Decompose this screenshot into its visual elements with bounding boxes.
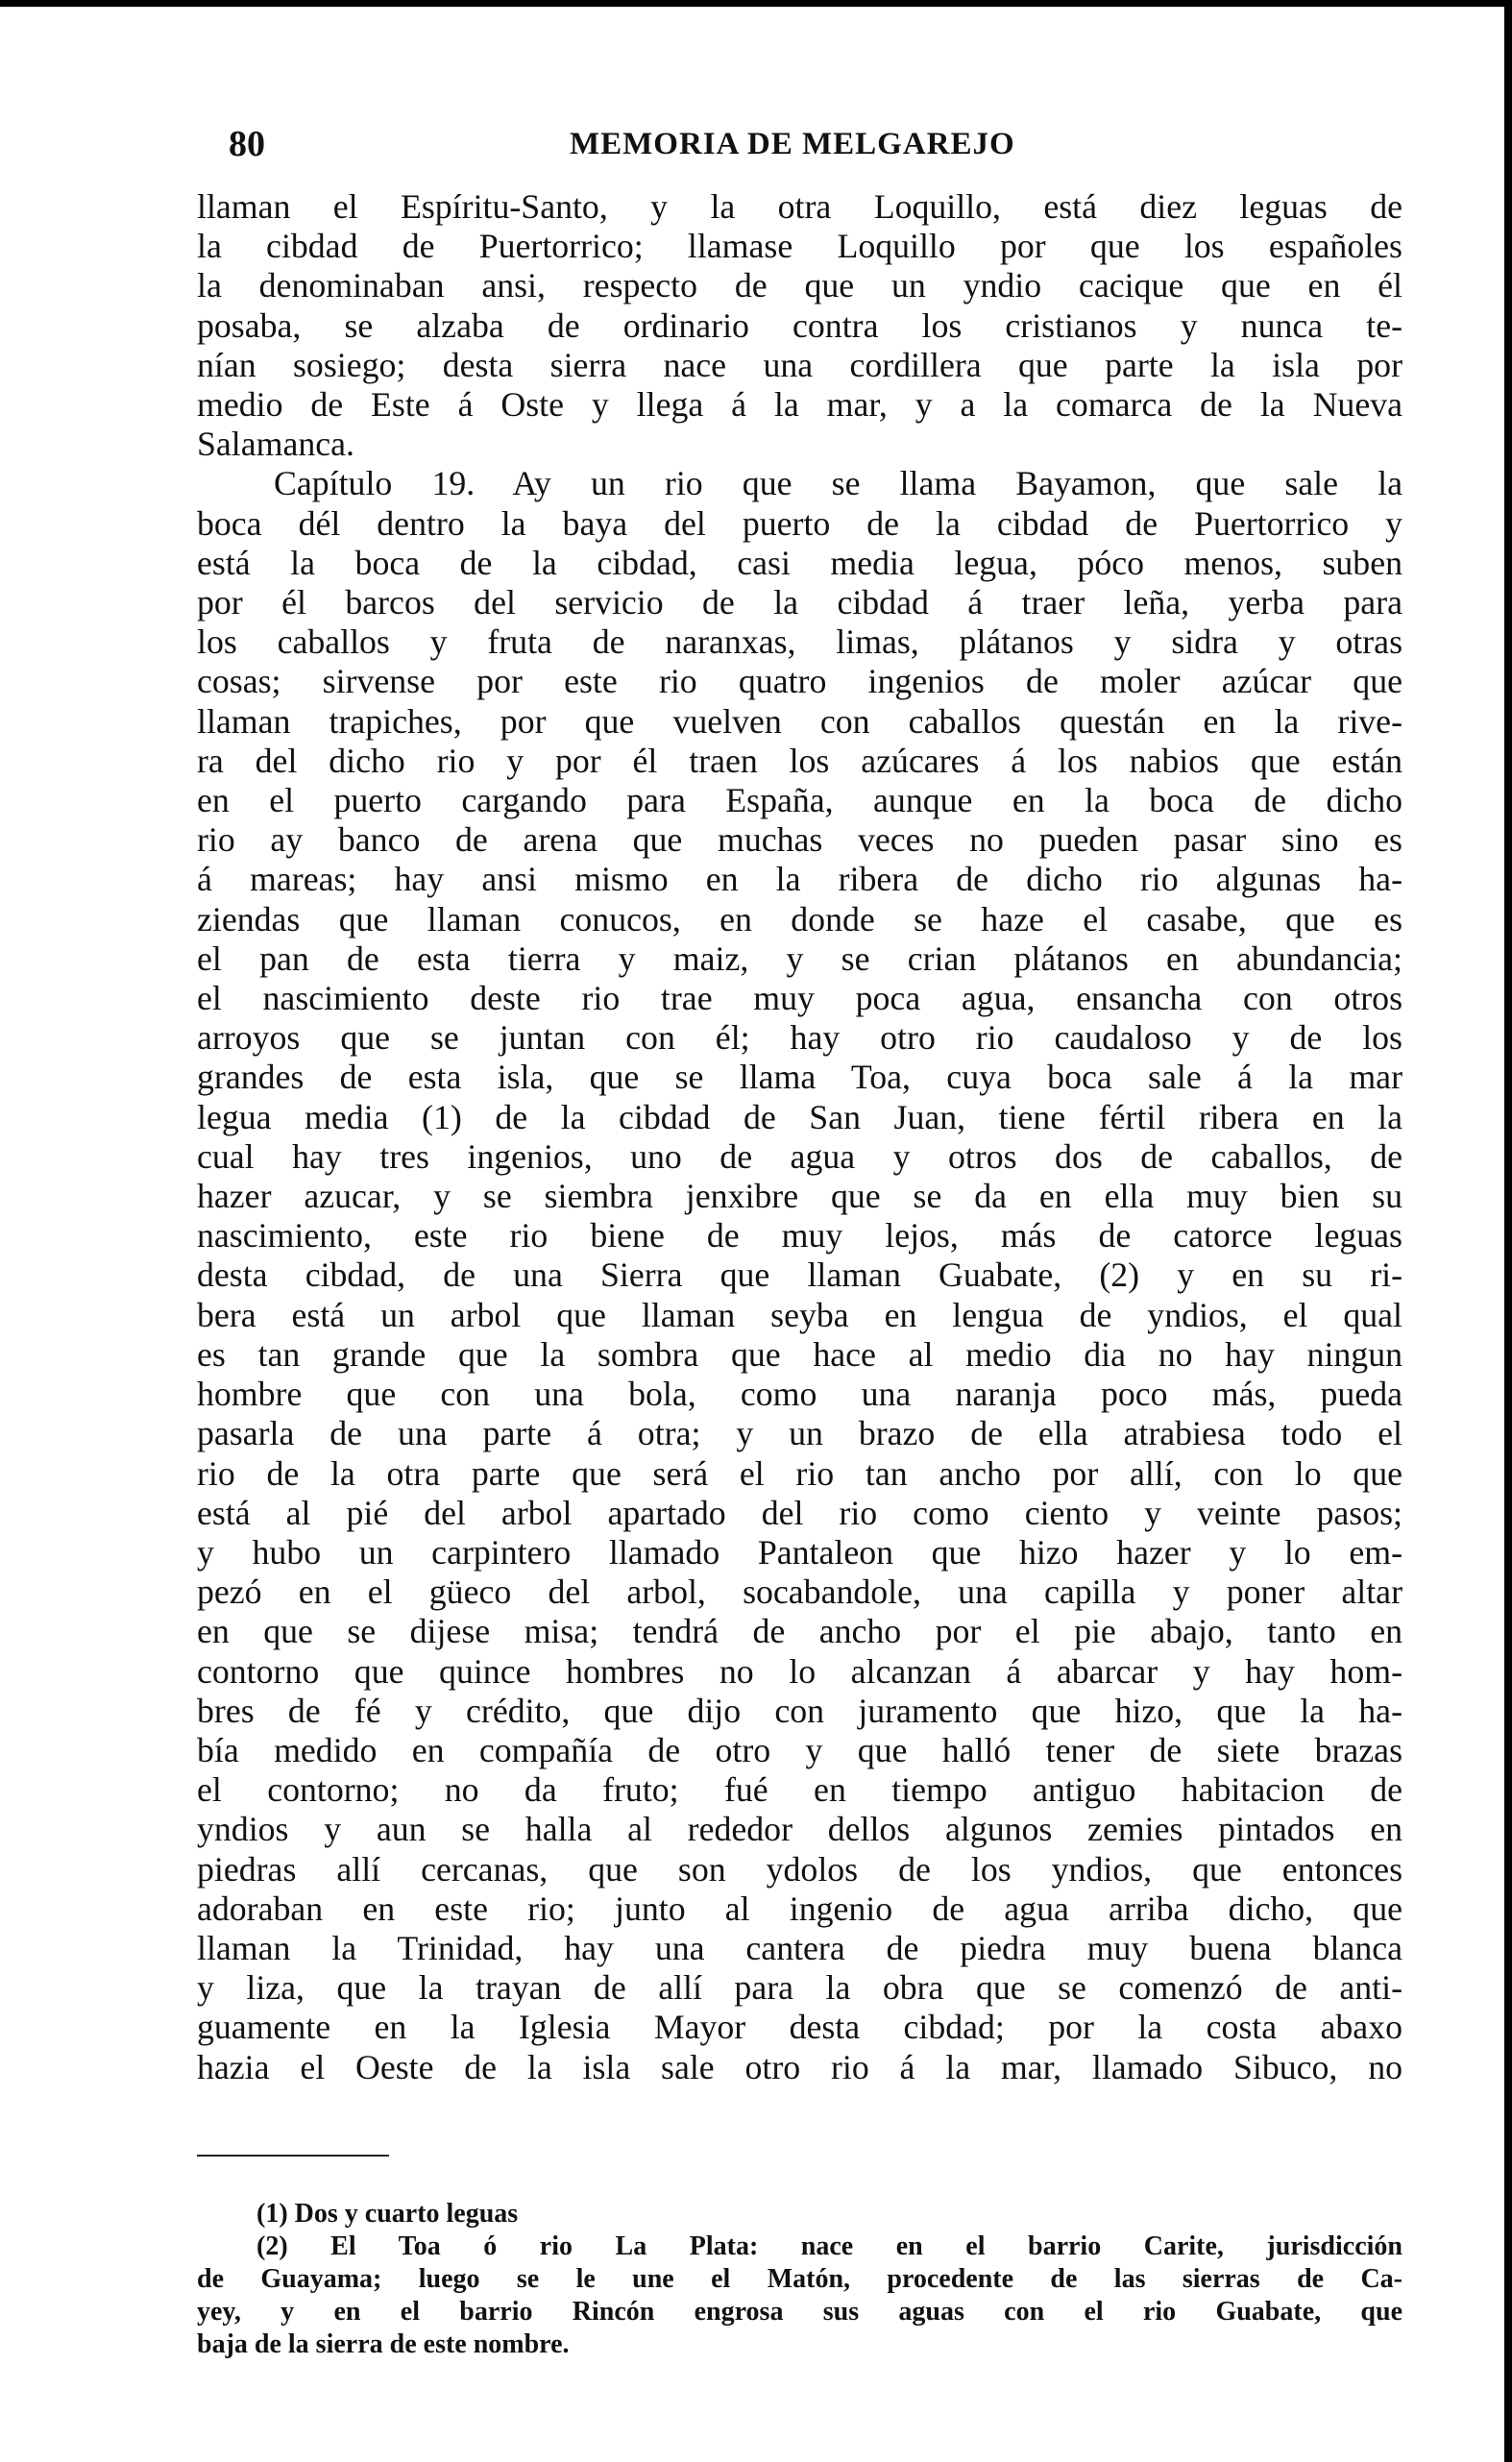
footnote-divider bbox=[197, 2155, 389, 2157]
text-line: guamente en la Iglesia Mayor desta cibdad; por la costa abaxo bbox=[197, 2008, 1402, 2047]
footnote-line: yey, y en el barrio Rincón engrosa sus aguas con el rio Guabate, que bbox=[197, 2297, 1402, 2327]
text-line: legua media (1) de la cibdad de San Juan, tiene fértil ribera en la bbox=[197, 1097, 1402, 1136]
page-header bbox=[229, 123, 1381, 181]
footnote-1: (1) Dos y cuarto leguas bbox=[256, 2199, 519, 2229]
text-line: posaba, se alzaba de ordinario contra los cristianos y nunca te- bbox=[197, 305, 1402, 345]
text-line: en el puerto cargando para España, aunque en la boca de dicho bbox=[197, 781, 1402, 820]
text-line: bía medido en compañía de otro y que halló tener de siete brazas bbox=[197, 1730, 1402, 1769]
text-line: pezó en el güeco del arbol, socabandole, una capilla y poner altar bbox=[197, 1572, 1402, 1612]
text-line: hazia el Oeste de la isla sale otro rio á la mar, llamado Sibuco, no bbox=[197, 2047, 1402, 2086]
text-line: adoraban en este rio; junto al ingenio de agua arriba dicho, que bbox=[197, 1889, 1402, 1928]
text-line: hombre que con una bola, como una naranja poco más, pueda bbox=[197, 1375, 1402, 1414]
footnotes bbox=[197, 2198, 1402, 2361]
text-line: Salamanca. bbox=[197, 425, 354, 464]
chapter-heading-line: Capítulo 19. Ay un rio que se llama Bayamon, que sale la bbox=[274, 464, 1402, 503]
text-line: los caballos y fruta de naranxas, limas, plátanos y sidra y otras bbox=[197, 622, 1402, 662]
body-text bbox=[197, 187, 1402, 2087]
text-line: está la boca de la cibdad, casi media legua, póco menos, suben bbox=[197, 543, 1402, 582]
text-line: contorno que quince hombres no lo alcanzan á abarcar y hay hom- bbox=[197, 1651, 1402, 1691]
text-line: nían sosiego; desta sierra nace una cordillera que parte la isla por bbox=[197, 345, 1402, 384]
text-line: y hubo un carpintero llamado Pantaleon que hizo hazer y lo em- bbox=[197, 1532, 1402, 1572]
running-head: MEMORIA DE MELGAREJO bbox=[570, 127, 1015, 161]
text-line: el contorno; no da fruto; fué en tiempo antiguo habitacion de bbox=[197, 1770, 1402, 1810]
text-line: llaman trapiches, por que vuelven con caballos questán en la rive- bbox=[197, 701, 1402, 741]
text-line: está al pié del arbol apartado del rio como ciento y veinte pasos; bbox=[197, 1493, 1402, 1532]
text-line: el nascimiento deste rio trae muy poca agua, ensancha con otros bbox=[197, 979, 1402, 1018]
text-line: es tan grande que la sombra que hace al medio dia no hay ningun bbox=[197, 1334, 1402, 1374]
footnote-line: de Guayama; luego se le une el Matón, procedente de las sierras de Ca- bbox=[197, 2264, 1402, 2294]
text-line: grandes de esta isla, que se llama Toa, cuya boca sale á la mar bbox=[197, 1058, 1402, 1097]
text-line: en que se dijese misa; tendrá de ancho por el pie abajo, tanto en bbox=[197, 1612, 1402, 1651]
text-line: la denominaban ansi, respecto de que un yndio cacique que en él bbox=[197, 266, 1402, 305]
text-line: pasarla de una parte á otra; y un brazo de ella atrabiesa todo el bbox=[197, 1414, 1402, 1453]
text-line: y liza, que la trayan de allí para la obra que se comenzó de anti- bbox=[197, 1968, 1402, 2008]
text-line: bres de fé y crédito, que dijo con juramento que hizo, que la ha- bbox=[197, 1691, 1402, 1730]
text-line: bera está un arbol que llaman seyba en lengua de yndios, el qual bbox=[197, 1295, 1402, 1334]
text-line: ra del dicho rio y por él traen los azúcares á los nabios que están bbox=[197, 741, 1402, 780]
text-line: rio de la otra parte que será el rio tan ancho por allí, con lo que bbox=[197, 1453, 1402, 1493]
text-line: yndios y aun se halla al rededor dellos algunos zemies pintados en bbox=[197, 1810, 1402, 1849]
text-line: llaman el Espíritu-Santo, y la otra Loquillo, está diez leguas de bbox=[197, 187, 1402, 226]
text-line: hazer azucar, y se siembra jenxibre que se da en ella muy bien su bbox=[197, 1177, 1402, 1216]
page-number: 80 bbox=[229, 124, 265, 164]
text-line: arroyos que se juntan con él; hay otro rio caudaloso y de los bbox=[197, 1018, 1402, 1058]
text-line: llaman la Trinidad, hay una cantera de piedra muy buena blanca bbox=[197, 1928, 1402, 1967]
text-line: á mareas; hay ansi mismo en la ribera de dicho rio algunas ha- bbox=[197, 860, 1402, 899]
text-line: boca dél dentro la baya del puerto de la cibdad de Puertorrico y bbox=[197, 503, 1402, 543]
text-line: piedras allí cercanas, que son ydolos de los yndios, que entonces bbox=[197, 1849, 1402, 1889]
text-line: nascimiento, este rio biene de muy lejos, más de catorce leguas bbox=[197, 1216, 1402, 1255]
text-line: cual hay tres ingenios, uno de agua y otros dos de caballos, de bbox=[197, 1136, 1402, 1176]
footnote-line: baja de la sierra de este nombre. bbox=[197, 2329, 570, 2359]
text-line: por él barcos del servicio de la cibdad á traer leña, yerba para bbox=[197, 583, 1402, 622]
text-line: la cibdad de Puertorrico; llamase Loquillo por que los españoles bbox=[197, 227, 1402, 266]
text-line: el pan de esta tierra y maiz, y se crian plátanos en abundancia; bbox=[197, 938, 1402, 978]
text-line: rio ay banco de arena que muchas veces no pueden pasar sino es bbox=[197, 820, 1402, 860]
text-line: desta cibdad, de una Sierra que llaman Guabate, (2) y en su ri- bbox=[197, 1255, 1402, 1295]
text-line: ziendas que llaman conucos, en donde se haze el casabe, que es bbox=[197, 899, 1402, 938]
text-line: cosas; sirvense por este rio quatro ingenios de moler azúcar que bbox=[197, 662, 1402, 701]
footnote-2: (2) El Toa ó rio La Plata: nace en el barrio Carite, jurisdicción bbox=[256, 2231, 1402, 2261]
text-line: medio de Este á Oste y llega á la mar, y a la comarca de la Nueva bbox=[197, 385, 1402, 425]
